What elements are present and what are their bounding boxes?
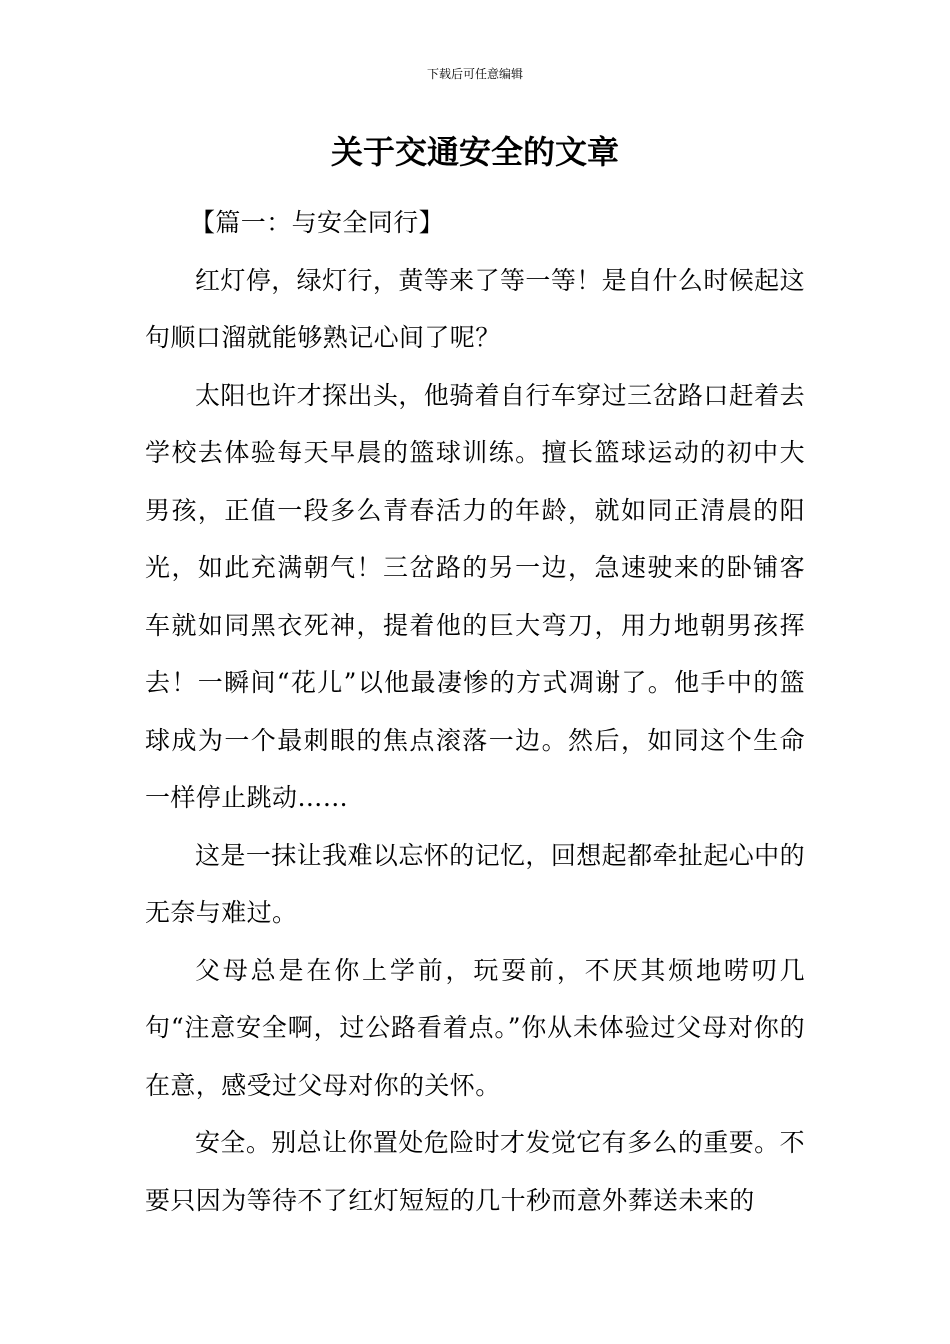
paragraph: 安全。别总让你置处危险时才发觉它有多么的重要。不要只因为等待不了红灯短短的几十秒而意外葬送未来的 xyxy=(145,1128,805,1215)
paragraph: 父母总是在你上学前，玩耍前，不厌其烦地唠叨几句“注意安全啊，过公路看着点。”你从未体验过父母对你的在意，感受过父母对你的关怀。 xyxy=(145,955,805,1100)
paragraph: 红灯停，绿灯行，黄等来了等一等！是自什么时候起这句顺口溜就能够熟记心间了呢？ xyxy=(145,265,805,352)
document-body xyxy=(145,194,805,1229)
document-title: 关于交通安全的文章 xyxy=(330,133,619,171)
paragraph: 这是一抹让我难以忘怀的记忆，回想起都牵扯起心中的无奈与难过。 xyxy=(145,840,805,927)
paragraph: 太阳也许才探出头，他骑着自行车穿过三岔路口赶着去学校去体验每天早晨的篮球训练。擅长篮球运动的初中大男孩，正值一段多么青春活力的年龄，就如同正清晨的阳光，如此充满朝气！三岔路的另一边，急速驶来的卧铺客车就如同黑衣死神，提着他的巨大弯刀，用力地朝男孩挥去！一瞬间“花儿”以他最凄惨的方式凋谢了。他手中的篮球成为一个最刺眼的焦点滚落一边。然后，如同这个生命一样停止跳动…… xyxy=(145,380,805,812)
section-heading: 【篇一：与安全同行】 xyxy=(190,208,445,237)
header-note: 下载后可任意编辑 xyxy=(426,67,523,81)
